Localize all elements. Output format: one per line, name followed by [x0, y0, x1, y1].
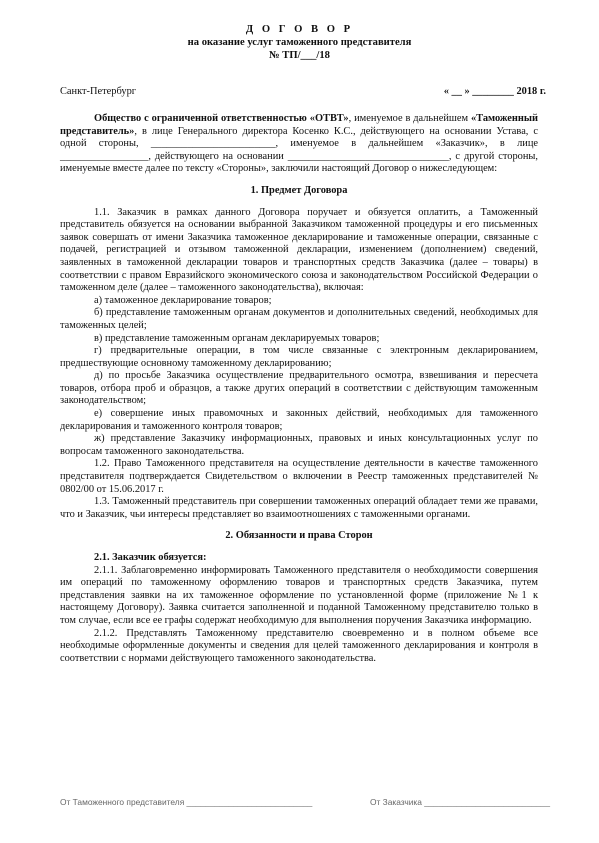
clause-2-1-1: 2.1.1. Заблаговременно информировать Таможенного представителя о необходимости совершения им операций по таможенному оформлению товаров и транспортных средств Заказчика, путем представления заявки на их таможенное оформление по установленной форме (приложение №1 к настоящему Договору). Заявка считается заполненной и поданной Таможенному представителю только в том случае, если все ее графы содержат необходимую для выполнения поручения Заказчика информацию.: [60, 564, 538, 626]
representative-label: «Таможенный представитель»: [60, 113, 538, 137]
representative-signature: От Таможенного представителя ___________________________: [60, 797, 313, 807]
document-title: Д О Г О В О Р: [245, 24, 354, 35]
contract-date: « __ » ________ 2018 г.: [443, 86, 546, 97]
list-item: а) таможенное декларирование товаров;: [94, 294, 272, 306]
list-item: ж) представление Заказчику информационных, правовых и иных консультационных услуг по вопросам таможенного законодательства.: [60, 433, 538, 457]
list-item: в) представление таможенным органам декларируемых товаров;: [94, 332, 380, 344]
list-item: г) предварительные операции, в том числе связанные с электронным декларированием, предшествующие основному таможенному декларированию;: [60, 345, 538, 369]
city: Санкт-Петербург: [60, 86, 137, 97]
clause-1-1-list: [60, 295, 538, 459]
section-1-title: 1. Предмет Договора: [250, 184, 348, 196]
clause-1-2: 1.2. Право Таможенного представителя на осуществление деятельности в качестве таможенного представителя подтверждается Свидетельством о включении в Реестр таможенных представителей № 0802/00 от 15.06.2017 г.: [60, 458, 538, 495]
company-name: Общество с ограниченной ответственностью «ОТВТ»: [94, 113, 349, 124]
document-body: [60, 113, 538, 665]
list-item: д) по просьбе Заказчика осуществление предварительного осмотра, взвешивания и пересчета товаров, отбора проб и образцов, а также других операций в соответствии с действующим таможенным законодательством;: [60, 370, 538, 407]
section-2-title: 2. Обязанности и права Сторон: [225, 530, 373, 542]
list-item: б) представление таможенным органам документов и дополнительных сведений, необходимых для таможенных целей;: [60, 307, 538, 331]
document-number: № ТП/___/18: [269, 50, 330, 61]
list-item: е) совершение иных правомочных и законных действий, необходимых для таможенного декларирования и таможенного контроля товаров;: [60, 408, 538, 432]
clause-2-1-2: 2.1.2. Представлять Таможенному представителю своевременно и в полном объеме все необходимые оформленные документы и сведения для целей таможенного декларирования и контроля в соответствии с нормами действующего таможенного законодательства.: [60, 627, 538, 664]
document-subtitle: на оказание услуг таможенного представителя: [187, 37, 412, 48]
clause-1-3: 1.3. Таможенный представитель при совершении таможенных операций обладает теми же правами, что и Заказчик, чьи интересы представляет во взаимоотношениях с таможенными органами.: [60, 496, 538, 520]
customer-signature: От Заказчика ___________________________: [370, 797, 551, 807]
document-header: [0, 23, 599, 62]
clause-1-1: 1.1. Заказчик в рамках данного Договора поручает и обязуется оплатить, а Таможенный представитель обязуется на основании выбранной Заказчиком таможенной процедуры и его письменных заявок совершать от имени Заказчика таможенное декларирование и таможенные операции, связанные с подачей, регистрацией и отзывом таможенной декларации, изменением (дополнением) сведений, заявленных в таможенной декларации товаров и транспортных средств Заказчика (далее – товары) в соответствии с правом Евразийского экономического союза и законодательством Российской Федерации о таможенном деле (далее – таможенного законодательства), включая:: [60, 206, 538, 294]
subsection-2-1-title: 2.1. Заказчик обязуется:: [94, 552, 207, 563]
preamble: Общество с ограниченной ответственностью «ОТВТ», именуемое в дальнейшем «Таможенный представитель», в лице Генерального директора Косенко К.С., действующего на основании Устава, с одной стороны, ________________________, именуемое в дальнейшем «Заказчик», в лице _________________, действующего на основании _______________________________, с другой стороны, именуемые вместе далее по тексту «Стороны», заключили настоящий Договор о нижеследующем:: [60, 113, 538, 175]
